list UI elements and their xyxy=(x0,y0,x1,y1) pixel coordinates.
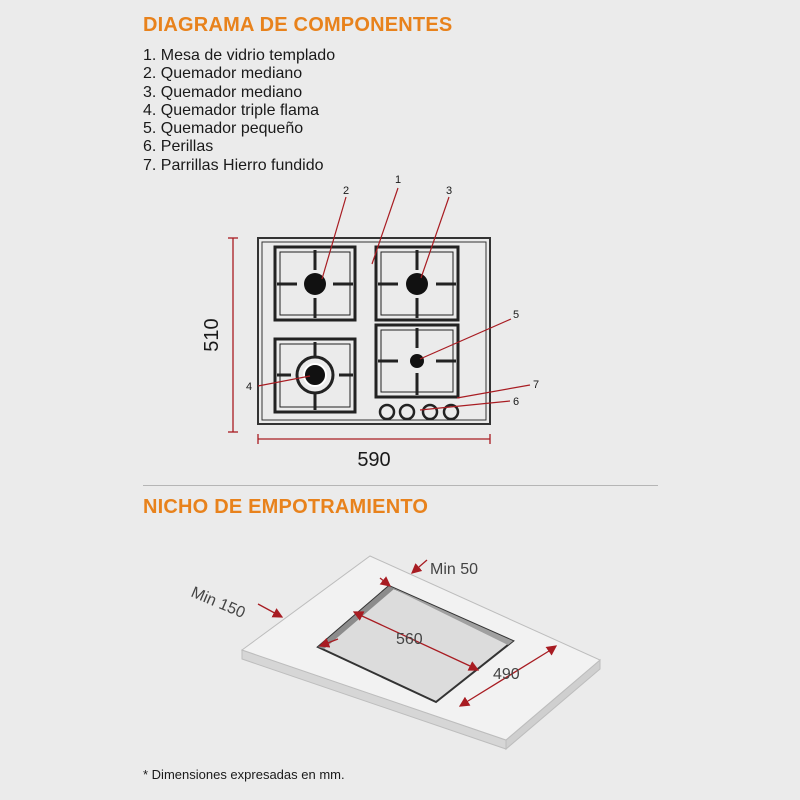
component-item-2: 2. Quemador mediano xyxy=(143,65,303,83)
knob-icon xyxy=(380,405,394,419)
glass-top-inner-outline xyxy=(262,242,486,420)
grate-top-right xyxy=(376,247,458,320)
callout-3: 3 xyxy=(446,185,453,197)
component-item-7: 7. Parrillas Hierro fundido xyxy=(143,156,324,174)
burner-5-icon xyxy=(410,354,424,368)
knob-icon xyxy=(400,405,414,419)
callout-7: 7 xyxy=(533,379,540,391)
callout-6: 6 xyxy=(513,396,520,408)
dimension-width xyxy=(258,434,490,444)
component-item-4: 4. Quemador triple flama xyxy=(143,101,320,119)
section-divider xyxy=(143,485,658,486)
min-front-label: Min 50 xyxy=(430,561,479,578)
component-item-3: 3. Quemador mediano xyxy=(143,83,303,101)
callout-1: 1 xyxy=(395,174,402,186)
callout-numbers xyxy=(246,174,539,408)
component-item-1: 1. Mesa de vidrio templado xyxy=(143,47,336,64)
knob-icon xyxy=(423,405,437,419)
dimension-height-label: 510 xyxy=(201,318,223,352)
dimension-height xyxy=(228,238,238,432)
grate-bottom-right xyxy=(376,325,458,397)
grate-top-left xyxy=(275,247,355,320)
callout-5: 5 xyxy=(513,309,520,321)
dimension-width-label: 590 xyxy=(357,449,391,471)
footnote: * Dimensiones expresadas en mm. xyxy=(143,767,345,782)
niche-depth-label: 490 xyxy=(493,666,520,683)
grate-bottom-left xyxy=(275,339,355,412)
min-side-label: Min 150 xyxy=(188,584,248,622)
burner-4-icon xyxy=(304,364,326,386)
burner-3-icon xyxy=(406,273,428,295)
niche-title: NICHO DE EMPOTRAMIENTO xyxy=(143,496,429,518)
components-title: DIAGRAMA DE COMPONENTES xyxy=(143,14,453,36)
component-item-5: 5. Quemador pequeño xyxy=(143,120,304,138)
niche-width-label: 560 xyxy=(396,631,423,648)
component-item-6: 6. Perillas xyxy=(143,138,214,156)
callout-4: 4 xyxy=(246,381,253,393)
callout-2: 2 xyxy=(343,185,350,197)
